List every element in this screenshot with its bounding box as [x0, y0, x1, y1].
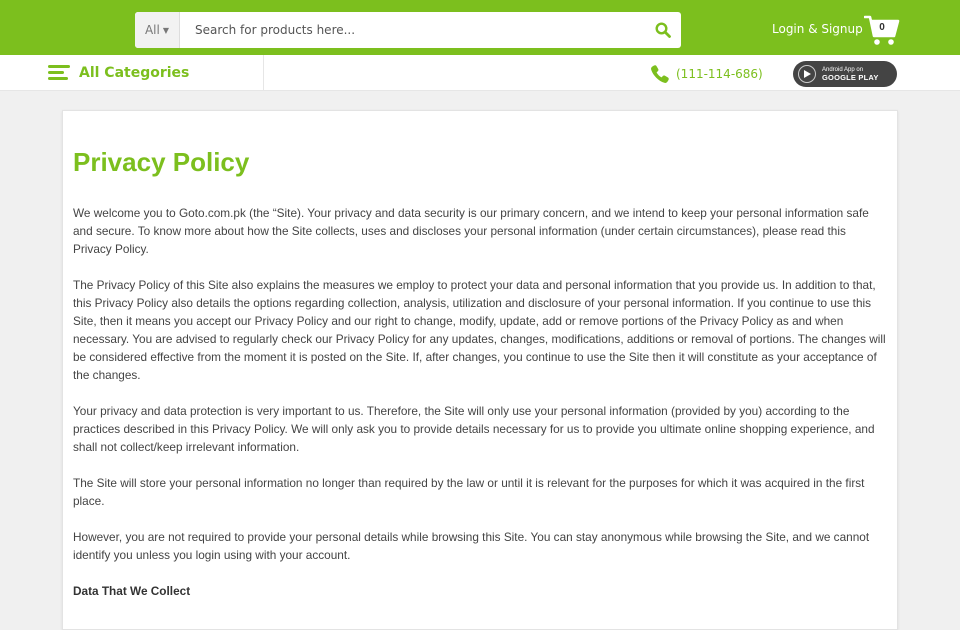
phone-icon: [650, 64, 670, 84]
google-play-badge[interactable]: [793, 61, 897, 87]
search-icon: [655, 22, 671, 38]
phone-number: (111-114-686): [676, 67, 763, 81]
phone-link[interactable]: [650, 64, 763, 84]
policy-paragraph: We welcome you to Goto.com.pk (the “Site). Your privacy and data security is our primary concern, and we intend to keep your personal information safe and secure. To know more about how the Site collects, uses and discloses your personal information (under certain circumstances), please read this Privacy Policy.: [73, 206, 869, 256]
google-play-line2: GOOGLE PLAY: [822, 73, 879, 82]
policy-paragraph: The Privacy Policy of this Site also explains the measures we employ to protect your data and personal information that you provide us. In addition to that, this Privacy Policy also details the options regarding collection, analysis, utilization and disclosure of your personal information. If you continue to use this Site, then it means you accept our Privacy Policy and our right to change, modify, update, add or remove portions of the Privacy Policy as and when necessary. You are advised to regularly check our Privacy Policy for any updates, changes, modifications, additions or removal of portions. The changes will be considered effective from the moment it is posted on the Site. If, after changes, you continue to use the Site then it will constitute as your acceptance of the changes.: [73, 278, 886, 382]
all-categories-button[interactable]: [48, 55, 264, 91]
all-categories-label: All Categories: [79, 65, 190, 81]
section-heading: Data That We Collect: [73, 584, 191, 598]
menu-icon: [48, 65, 70, 81]
search-input[interactable]: [180, 12, 645, 48]
search-button[interactable]: [645, 12, 681, 48]
policy-paragraph: Your privacy and data protection is very important to us. Therefore, the Site will only use your personal information (provided by you) according to the practices described in this Privacy Policy. We will only ask you to provide details necessary for us to provide you ultimate online shopping experience, and shall not collect/keep irrelevant information.: [73, 404, 875, 454]
cart-count-badge: 0: [879, 22, 885, 33]
search-bar: [135, 12, 681, 48]
google-play-text: [822, 66, 879, 82]
page-title: Privacy Policy: [73, 147, 250, 177]
caret-down-icon: ▼: [162, 25, 170, 35]
top-header: [0, 0, 960, 55]
google-play-line1: Android App on: [822, 67, 864, 73]
cart-button[interactable]: [864, 14, 900, 46]
login-signup-link[interactable]: Login & Signup: [772, 22, 863, 36]
search-category-label: All: [144, 23, 160, 37]
policy-paragraph: However, you are not required to provide your personal details while browsing this Site. You can stay anonymous while browsing the Site, and we cannot identify you unless you login using with your account.: [73, 530, 870, 562]
search-category-select[interactable]: [135, 12, 180, 48]
policy-paragraph: The Site will store your personal information no longer than required by the law or until it is relevant for the purposes for which it was acquired in the first place.: [73, 476, 865, 508]
content-card: [62, 110, 898, 630]
nav-bar: [0, 55, 960, 91]
play-icon: [798, 65, 816, 83]
